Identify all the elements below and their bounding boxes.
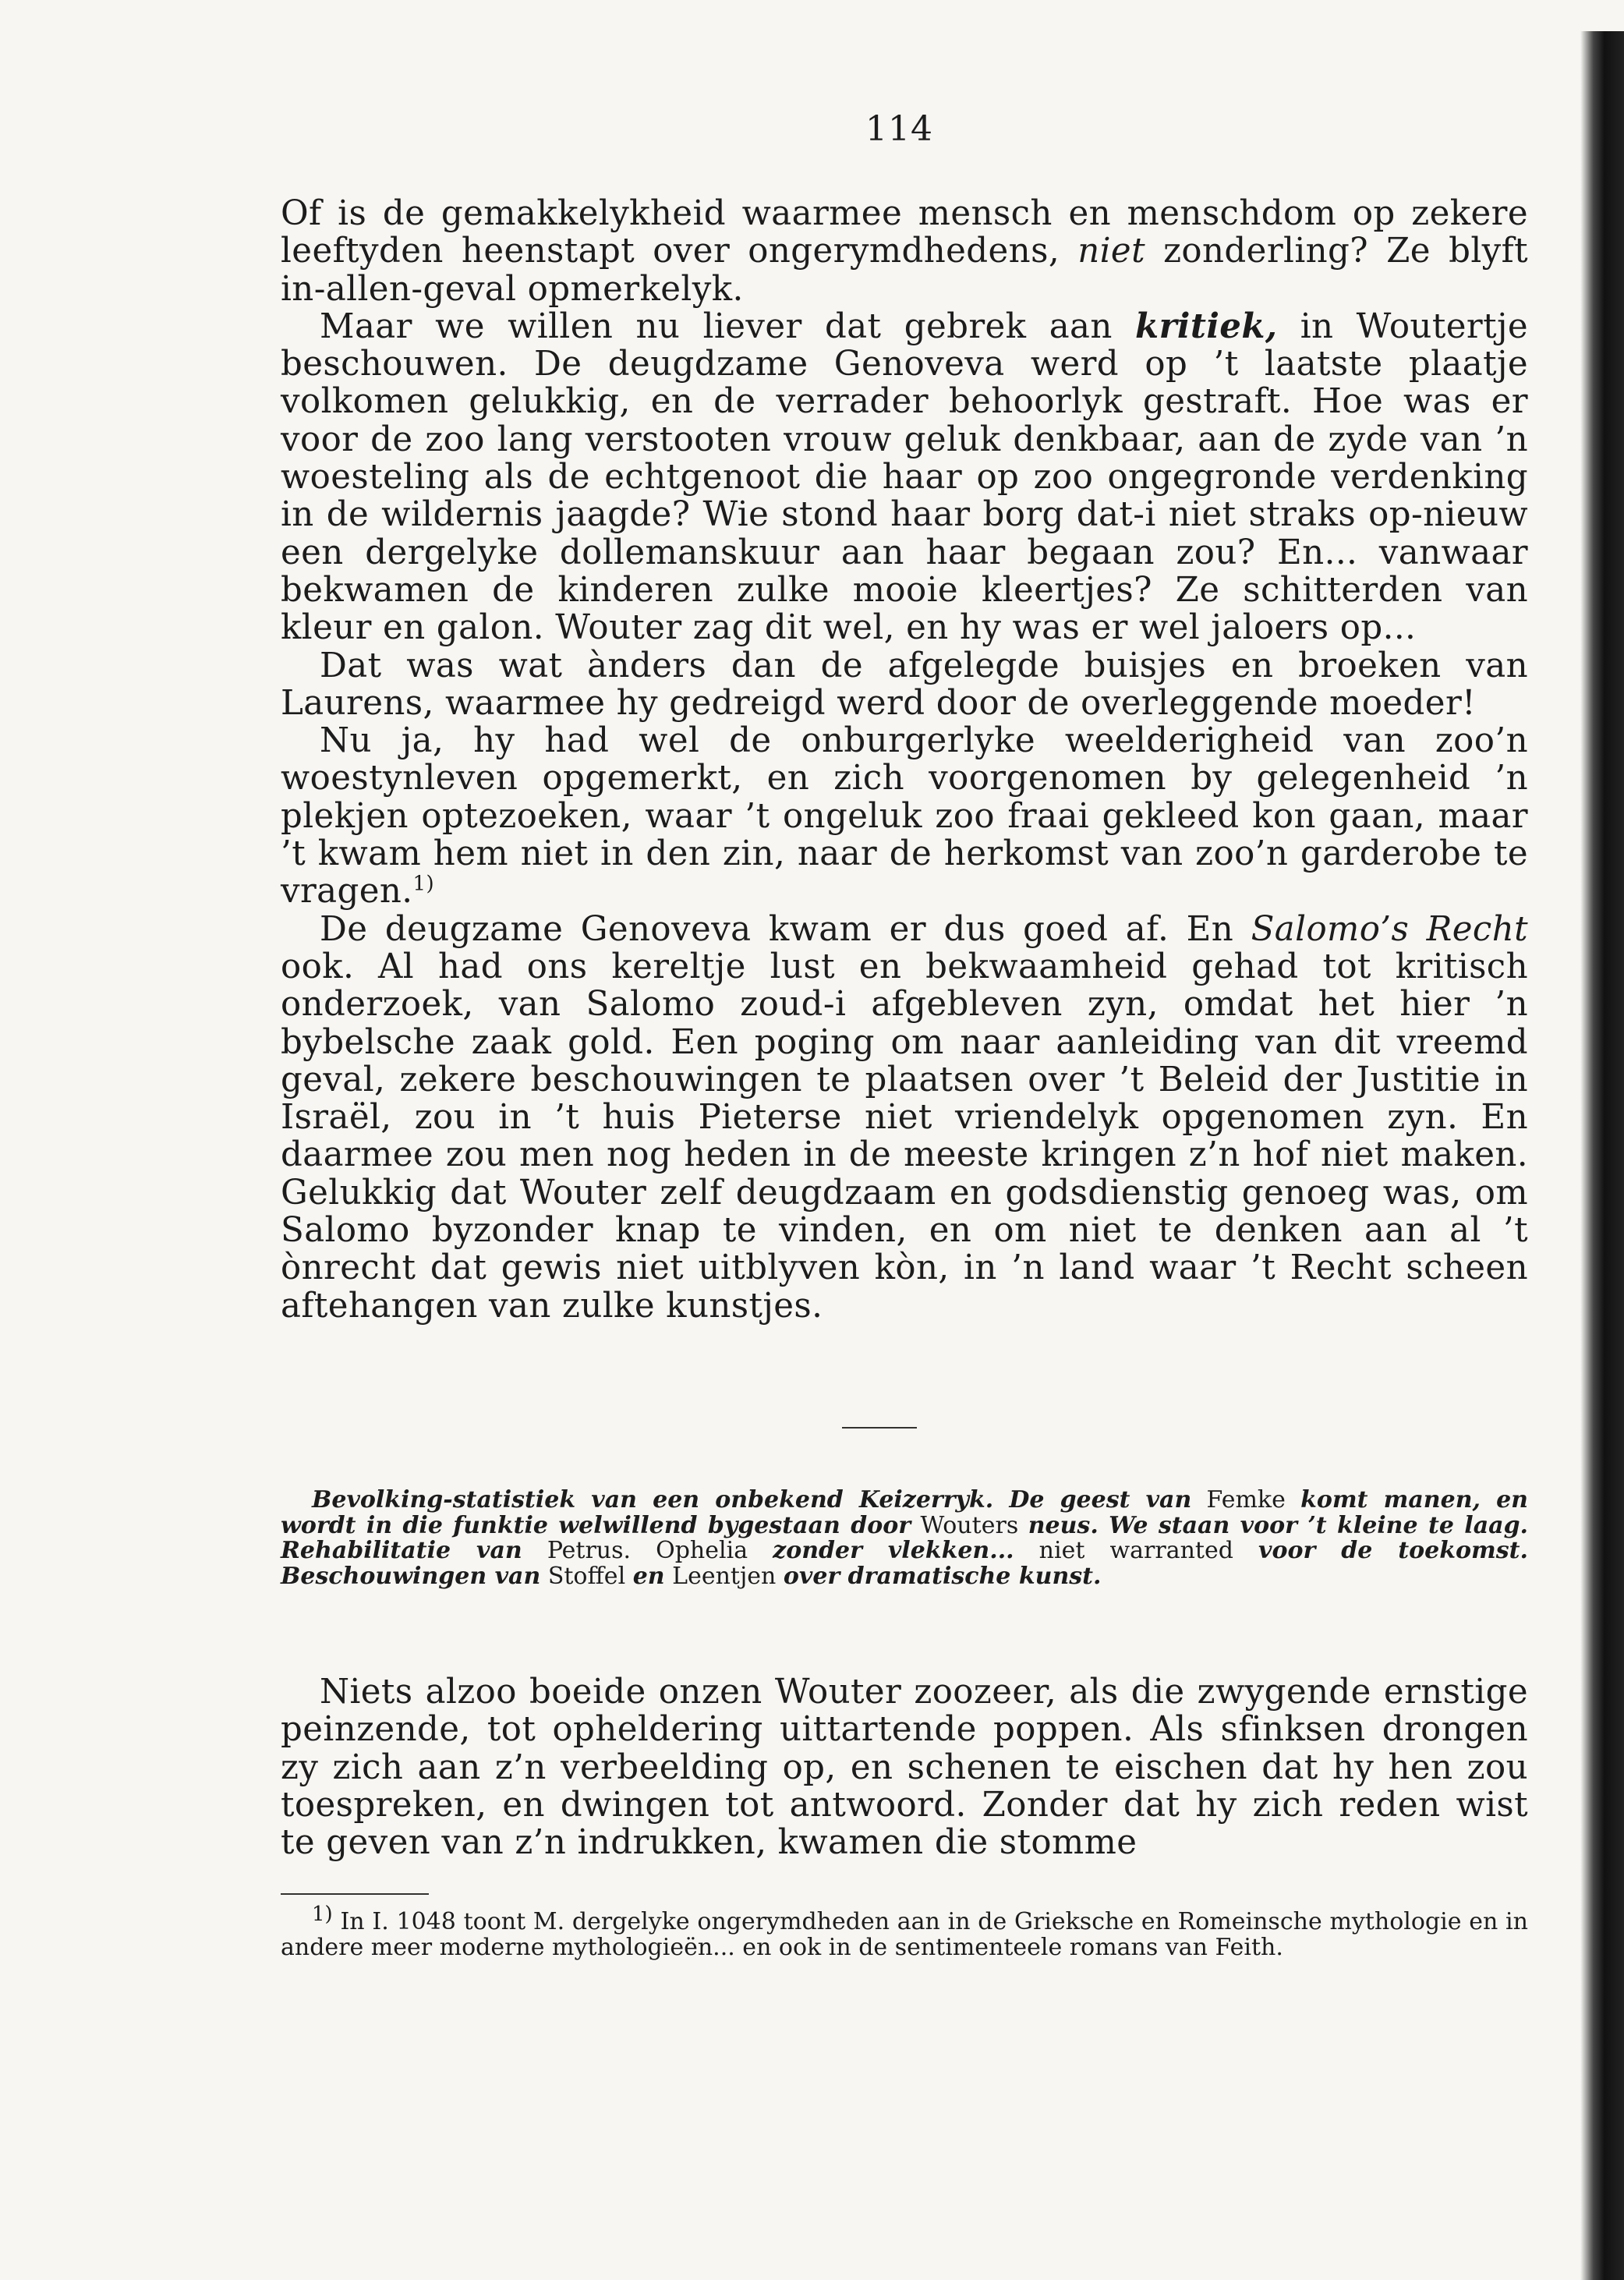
paragraph: Dat was wat ànders dan de afgelegde buisjes en broeken van Laurens, waarmee hy gedreigd werd door de overleggende moeder!	[281, 646, 1528, 723]
paragraph: De deugzame Genoveva kwam er dus goed af. En Salomo’s Recht ook. Al had ons kereltje lust en bekwaamheid gehad tot kritisch onderzoek, van Salomo zoud-i afgebleven zyn, omdat het hier ’n bybelsche zaak gold. Een poging om naar aanleiding van dit vreemd geval, zekere beschouwingen te plaatsen over ’t Beleid der Justitie in Israël, zou in ’t huis Pieterse niet vriendelyk opgenomen zyn. En daarmee zou men nog heden in de meeste kringen z’n hof niet maken. Gelukkig dat Wouter zelf deugdzaam en godsdienstig genoeg was, om Salomo byzonder knap te vinden, en om niet te denken aan al ’t ònrecht dat gewis niet uitblyven kòn, in ’n land waar ’t Recht scheen aftehangen van zulke kunstjes.	[281, 909, 1528, 1326]
footnote: $^{1)}$ In I. 1048 toont M. dergelyke ongerymdheden aan in de Grieksche en Romeinsche mythologie en in andere meer moderne mythologieën... en ook in de sentimenteele romans van Feith.	[281, 1903, 1528, 1961]
paragraph: Nu ja, hy had wel de onburgerlyke weelderigheid van zoo’n woestynleven opgemerkt, en zich voorgenomen by gelegenheid ’n plekjen optezoeken, waar ’t ongeluk zoo fraai gekleed kon gaan, maar ’t kwam hem niet in den zin, naar de herkomst van zoo’n garderobe te vragen.$^{1)}$	[281, 721, 1528, 912]
chapter-opening-text: Niets alzoo boeide onzen Wouter zoozeer, als die zwygende ernstige peinzende, tot opheldering uittartende poppen. Als sfinksen drongen zy zich aan z’n verbeelding op, en schenen te eischen dat hy hen zou toespreken, en dwingen tot antwoord. Zonder dat hy zich reden wist te geven van z’n indrukken, kwamen die stomme	[281, 1673, 1528, 1863]
section-divider	[842, 1427, 917, 1429]
paragraph: Maar we willen nu liever dat gebrek aan kritiek, in Woutertje beschouwen. De deugdzame Genoveva werd op ’t laatste plaatje volkomen gelukkig, en de verrader behoorlyk gestraft. Hoe was er voor de zoo lang verstooten vrouw geluk denkbaar, aan de zyde van ’n woesteling als de echtgenoot die haar op zoo ongegronde verdenking in de wildernis jaagde? Wie stond haar borg dat-i niet straks op-nieuw een dergelyke dollemanskuur aan haar begaan zou? En... vanwaar bekwamen de kinderen zulke mooie kleertjes? Ze schitterden van kleur en galon. Wouter zag dit wel, en hy was er wel jaloers op...	[281, 306, 1528, 648]
footnote-divider	[281, 1893, 429, 1895]
chapter-summary: Bevolking-statistiek van een onbekend Keizerryk. De geest van Femke komt manen, en wordt in die funktie welwillend bygestaan door Wouters neus. We staan voor ’t kleine te laag. Rehabilitatie van Petrus. Ophelia zonder vlekken... niet warranted voor de toekomst. Beschouwingen van Stoffel en Leentjen over dramatische kunst.	[281, 1486, 1528, 1590]
footnote-reference: 1)	[412, 872, 435, 896]
paragraph: Of is de gemakkelykheid waarmee mensch en menschdom op zekere leeftyden heenstapt over ongerymdhedens, niet zonderling? Ze blyft in-allen-geval opmerkelyk.	[281, 194, 1529, 309]
footnote-marker: 1)	[312, 1903, 333, 1926]
page-number: 114	[865, 109, 933, 149]
body-text	[281, 195, 1528, 1325]
page-binding-edge	[1580, 31, 1624, 2280]
